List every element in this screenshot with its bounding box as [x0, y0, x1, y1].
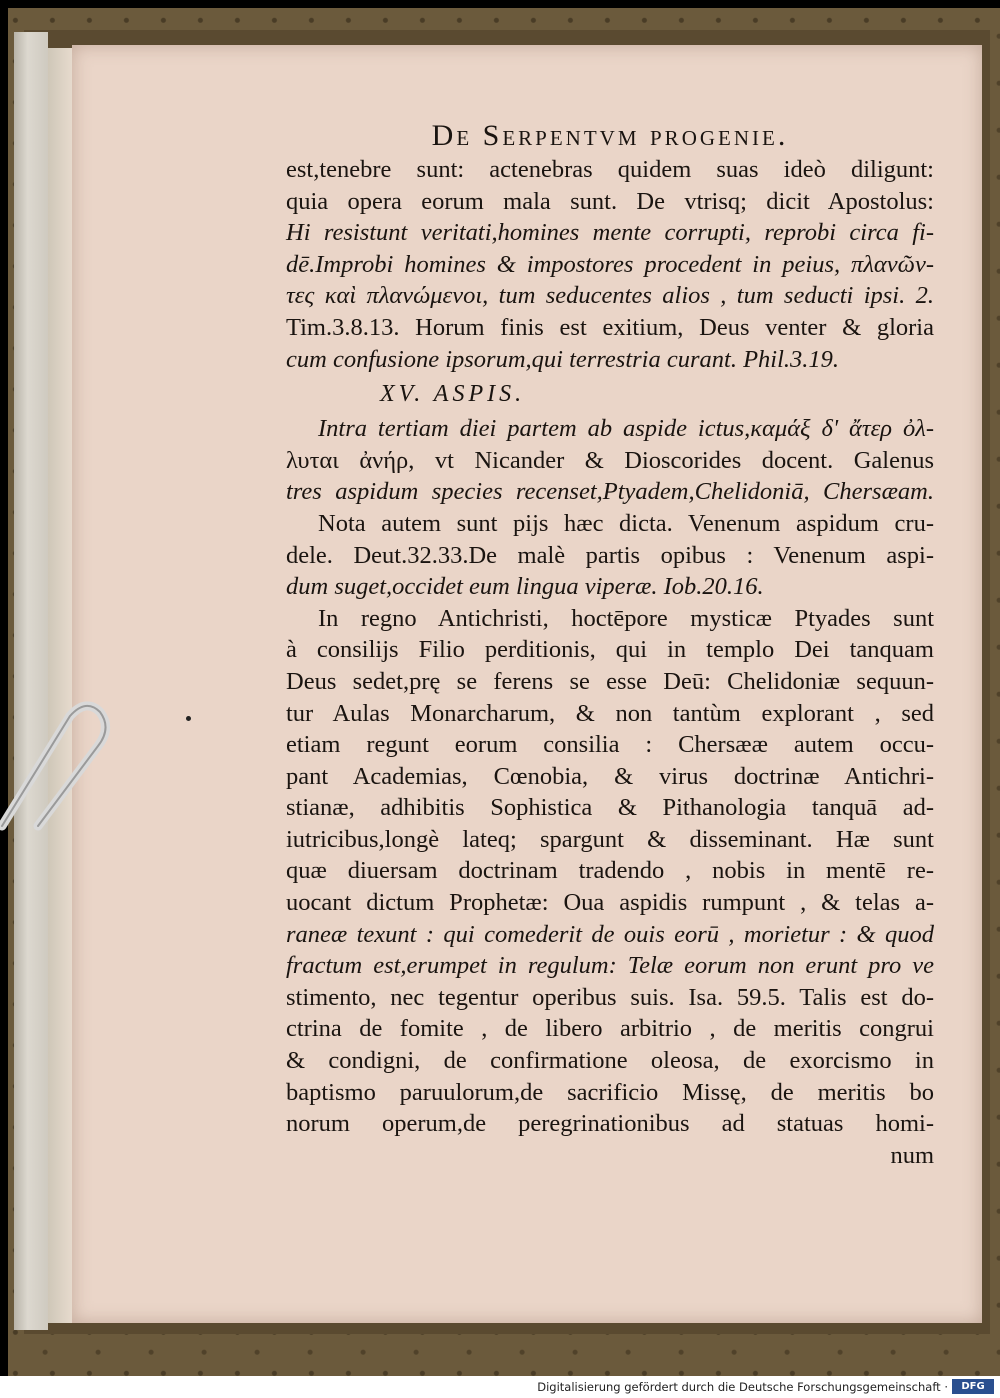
text-line: tres aspidum species recenset,Ptyadem,Chelidoniā, Chersæam. — [286, 478, 934, 506]
text-line: dē.Improbi homines & impostores procedent in peius, πλανῶν- — [286, 250, 934, 278]
text-line: τες καὶ πλανώμενοι, tum seducentes alios , tum seducti ipsi. 2. — [286, 282, 934, 310]
ink-spot — [186, 716, 191, 721]
text-line: iutricibus,longè lateq; spargunt & disseminant. Hæ sunt — [286, 825, 934, 853]
text-line: Hi resistunt veritati,homines mente corrupti, reprobi circa fi- — [286, 219, 934, 247]
page-text — [286, 118, 934, 1171]
text-line: Intra tertiam diei partem ab aspide ictus,καμάξ δ' ἄτερ ὀλ- — [318, 415, 934, 443]
text-line: stianæ, adhibitis Sophistica & Pithanologia tanquā ad- — [286, 794, 934, 822]
text-line: fractum est,erumpet in regulum: Telæ eorum non erunt pro ve — [286, 952, 934, 980]
text-line: In regno Antichristi, hoctēpore mysticæ Ptyades sunt — [318, 604, 934, 632]
text-line: & condigni, de confirmatione oleosa, de exorcismo in — [286, 1047, 934, 1075]
page-fore-edge — [48, 48, 74, 1323]
text-line: tur Aulas Monarcharum, & non tantùm explorant , sed — [286, 699, 934, 727]
text-line: pant Academias, Cœnobia, & virus doctrinæ Antichri- — [286, 762, 934, 790]
text-line: etiam regunt eorum consilia : Chersææ autem occu- — [286, 731, 934, 759]
text-block-bottom — [286, 413, 934, 1171]
catchword: num — [890, 1141, 934, 1169]
text-line: Deus sedet,prę se ferens se esse Deū: Chelidoniæ sequun- — [286, 667, 934, 695]
text-line: norum operum,de peregrinationibus ad statuas homi- — [286, 1110, 934, 1138]
text-block-top — [286, 154, 934, 375]
text-line: Tim.3.8.13. Horum finis est exitium, Deus venter & gloria — [286, 313, 934, 341]
text-line: dum suget,occidet eum lingua viperæ. Iob.20.16. — [286, 573, 764, 601]
section-title: XV. ASPIS. — [380, 381, 526, 408]
text-line: dele. Deut.32.33.De malè partis opibus : Venenum aspi- — [286, 541, 934, 569]
text-line: est,tenebre sunt: actenebras quidem suas ideò diligunt: — [286, 156, 934, 183]
text-line: Nota autem sunt pijs hæc dicta. Venenum aspidum cru- — [318, 509, 934, 537]
text-line: baptismo paruulorum,de sacrificio Missę, de meritis bo — [286, 1078, 934, 1106]
footer-bar — [0, 1376, 1000, 1398]
text-line: quæ diuersam doctrinam tradendo , nobis in mentē re- — [286, 857, 934, 885]
paper-clip-icon — [0, 698, 112, 833]
text-line: uocant dictum Prophetæ: Oua aspidis rumpunt , & telas a- — [286, 889, 934, 917]
dfg-logo: DFG — [952, 1379, 994, 1394]
running-head: De Serpentvm progenie. — [431, 119, 789, 152]
text-line: ctrina de fomite , de libero arbitrio , de meritis congrui — [286, 1015, 934, 1043]
text-line: à consilijs Filio perditionis, qui in templo Dei tanquam — [286, 636, 934, 664]
text-line: quia opera eorum mala sunt. De vtrisq; dicit Apostolus: — [286, 187, 934, 215]
text-line: raneæ texunt : qui comederit de ouis eorū , morietur : & quod — [286, 920, 934, 948]
text-line: cum confusione ipsorum,qui terrestria curant. Phil.3.19. — [286, 345, 840, 373]
book-page-edges — [14, 32, 48, 1330]
footer-credit: Digitalisierung gefördert durch die Deutsche Forschungsgemeinschaft · — [537, 1380, 948, 1394]
text-line: stimento, nec tegentur operibus suis. Isa. 59.5. Talis est do- — [286, 983, 934, 1011]
text-line: λυται ἀνήρ, vt Nicander & Dioscorides docent. Galenus — [286, 446, 934, 474]
